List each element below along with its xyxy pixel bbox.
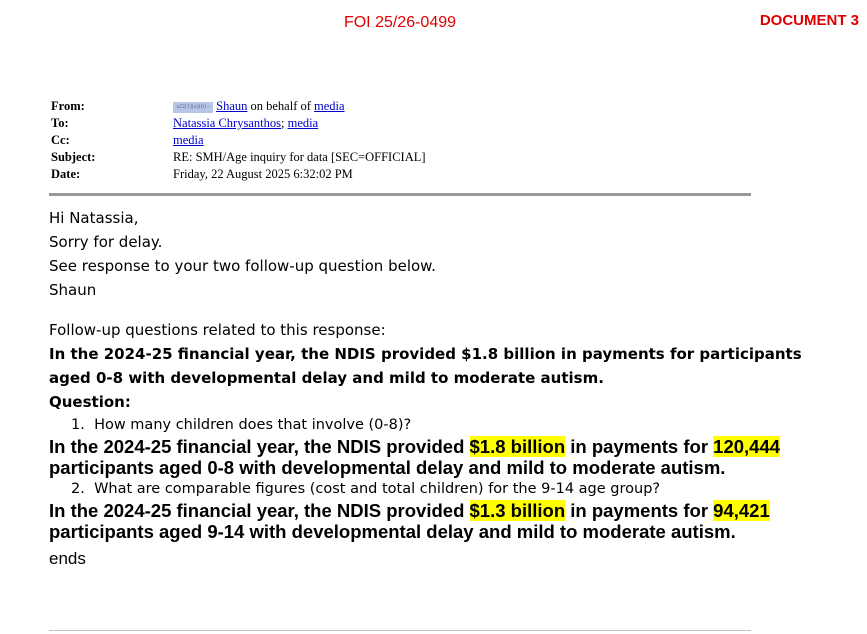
ends-text: ends: [49, 549, 86, 568]
question-1-text: How many children does that involve (0-8)?: [94, 417, 412, 433]
subject-row: [51, 149, 426, 166]
from-behalf-text: on behalf of: [250, 99, 311, 113]
cc-value: [173, 132, 204, 149]
header-divider: [49, 193, 751, 196]
from-row: [51, 98, 426, 115]
cc-label: Cc:: [51, 133, 70, 147]
apology-line: Sorry for delay.: [49, 233, 163, 251]
response-line: See response to your two follow-up question below.: [49, 257, 436, 275]
context-statement: In the 2024-25 financial year, the NDIS provided $1.8 billion in payments for participants aged 0-8 with developmental delay and mild to moderate autism.: [49, 345, 802, 387]
answer-1: [49, 436, 809, 478]
greeting: Hi Natassia,: [49, 209, 139, 227]
date-row: [51, 166, 426, 183]
question-1-number: 1.: [71, 417, 85, 433]
signature: Shaun: [49, 281, 97, 299]
answer-2-post: participants aged 9-14 with developmental delay and mild to moderate autism.: [49, 521, 736, 542]
question-2-text: What are comparable figures (cost and total children) for the 9-14 age group?: [94, 481, 661, 497]
from-label: From:: [51, 99, 85, 113]
foi-reference: FOI 25/26-0499: [343, 14, 457, 31]
answer-1-count: 120,444: [713, 436, 781, 457]
date-label: Date:: [51, 167, 81, 181]
to-separator: ;: [280, 116, 285, 130]
to-label: To:: [51, 116, 69, 130]
answer-2-mid: in payments for: [565, 500, 714, 521]
followup-intro: Follow-up questions related to this response:: [49, 321, 386, 339]
from-value: [173, 98, 345, 115]
footer-divider: [49, 630, 751, 631]
question-2-number: 2.: [71, 481, 85, 497]
question-2: [49, 478, 809, 500]
document-label: DOCUMENT 3: [759, 12, 859, 29]
from-media-link[interactable]: media: [314, 99, 345, 113]
answer-1-pre: In the 2024-25 financial year, the NDIS provided: [49, 436, 470, 457]
subject-value: RE: SMH/Age inquiry for data [SEC=OFFICIAL]: [173, 150, 426, 164]
question-label: Question:: [49, 393, 131, 411]
answer-2-amount: $1.3 billion: [469, 500, 566, 521]
to-value: [173, 115, 318, 132]
answer-1-post: participants aged 0-8 with developmental delay and mild to moderate autism.: [49, 457, 726, 478]
answer-2: [49, 500, 809, 542]
email-body: [49, 206, 809, 570]
date-value: Friday, 22 August 2025 6:32:02 PM: [173, 167, 353, 181]
subject-label: Subject:: [51, 150, 96, 164]
answer-2-pre: In the 2024-25 financial year, the NDIS provided: [49, 500, 470, 521]
answer-2-count: 94,421: [713, 500, 770, 521]
email-header: [51, 98, 426, 183]
from-name-link[interactable]: Shaun: [216, 99, 248, 113]
cc-row: [51, 132, 426, 149]
answer-1-amount: $1.8 billion: [469, 436, 566, 457]
redaction-box: s22(1)(a)(ii) -: [173, 102, 213, 113]
to-name-link[interactable]: Natassia Chrysanthos: [173, 116, 281, 130]
answer-1-mid: in payments for: [565, 436, 714, 457]
cc-media-link[interactable]: media: [173, 133, 204, 147]
to-row: [51, 115, 426, 132]
to-media-link[interactable]: media: [287, 116, 319, 130]
greeting-block: [49, 206, 809, 302]
question-1: [49, 414, 809, 436]
